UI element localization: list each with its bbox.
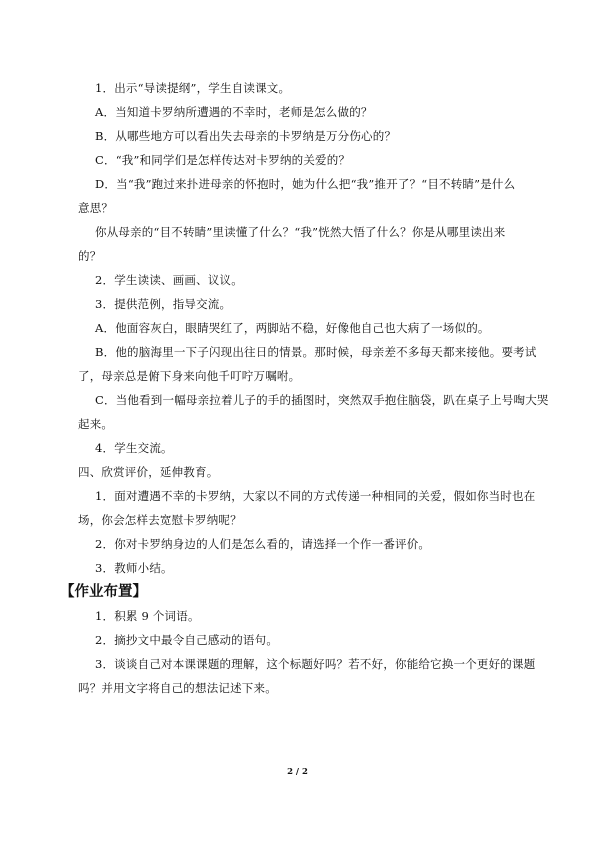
homework-item: 吗？并用文字将自己的想法记述下来。: [78, 681, 277, 695]
section-title: 四、欣赏评价，延伸教育。: [78, 465, 219, 479]
outline-item: 意思？: [78, 201, 114, 215]
outline-item: 2．你对卡罗纳身边的人们是怎么看的，请选择一个作一番评价。: [95, 537, 431, 551]
homework-item: 1．积累 9 个词语。: [95, 609, 200, 623]
example-line: A．他面容灰白，眼睛哭红了，两脚站不稳，好像他自己也大病了一场似的。: [95, 321, 490, 335]
paragraph-line: 你从母亲的“目不转睛”里读懂了什么？“我”恍然大悟了什么？你是从哪里读出来: [95, 225, 506, 239]
outline-item: 场，你会怎样去宽慰卡罗纳呢？: [78, 513, 242, 527]
paragraph-line: 的？: [78, 249, 102, 263]
outline-item: 1．出示“导读提纲”，学生自读课文。: [95, 81, 291, 95]
outline-item: A．当知道卡罗纳所遭遇的不幸时，老师是怎么做的？: [95, 105, 373, 119]
homework-heading: 【作业布置】: [60, 584, 147, 600]
homework-item: 3．谈谈自己对本课课题的理解，这个标题好吗？若不好，你能给它换一个更好的课题: [95, 657, 536, 671]
outline-item: D．当“我”跑过来扑进母亲的怀抱时，她为什么把“我”推开了？“目不转睛”是什么: [95, 177, 516, 191]
example-line: 了，母亲总是俯下身来向他千叮咛万嘱咐。: [78, 369, 301, 383]
outline-item: 3．教师小结。: [95, 561, 173, 575]
outline-item: 4．学生交流。: [95, 441, 173, 455]
example-line: B．他的脑海里一下子闪现出往日的情景。那时候，母亲差不多每天都来接他。要考试: [95, 345, 537, 359]
outline-item: B．从哪些地方可以看出失去母亲的卡罗纳是万分伤心的？: [95, 129, 397, 143]
page-number: 2 / 2: [287, 767, 308, 777]
outline-item: 3．提供范例，指导交流。: [95, 297, 232, 311]
example-line: 起来。: [78, 417, 114, 431]
outline-item: 2．学生读读、画画、议议。: [95, 273, 243, 287]
outline-item: 1．面对遭遇不幸的卡罗纳，大家以不同的方式传递一种相同的关爱，假如你当时也在: [95, 489, 536, 503]
homework-item: 2．摘抄文中最令自己感动的语句。: [95, 633, 279, 647]
example-line: C．当他看到一幅母亲拉着儿子的手的插图时，突然双手抱住脑袋，趴在桌子上号啕大哭: [95, 393, 549, 407]
outline-item: C．“我”和同学们是怎样传达对卡罗纳的关爱的？: [95, 153, 351, 167]
